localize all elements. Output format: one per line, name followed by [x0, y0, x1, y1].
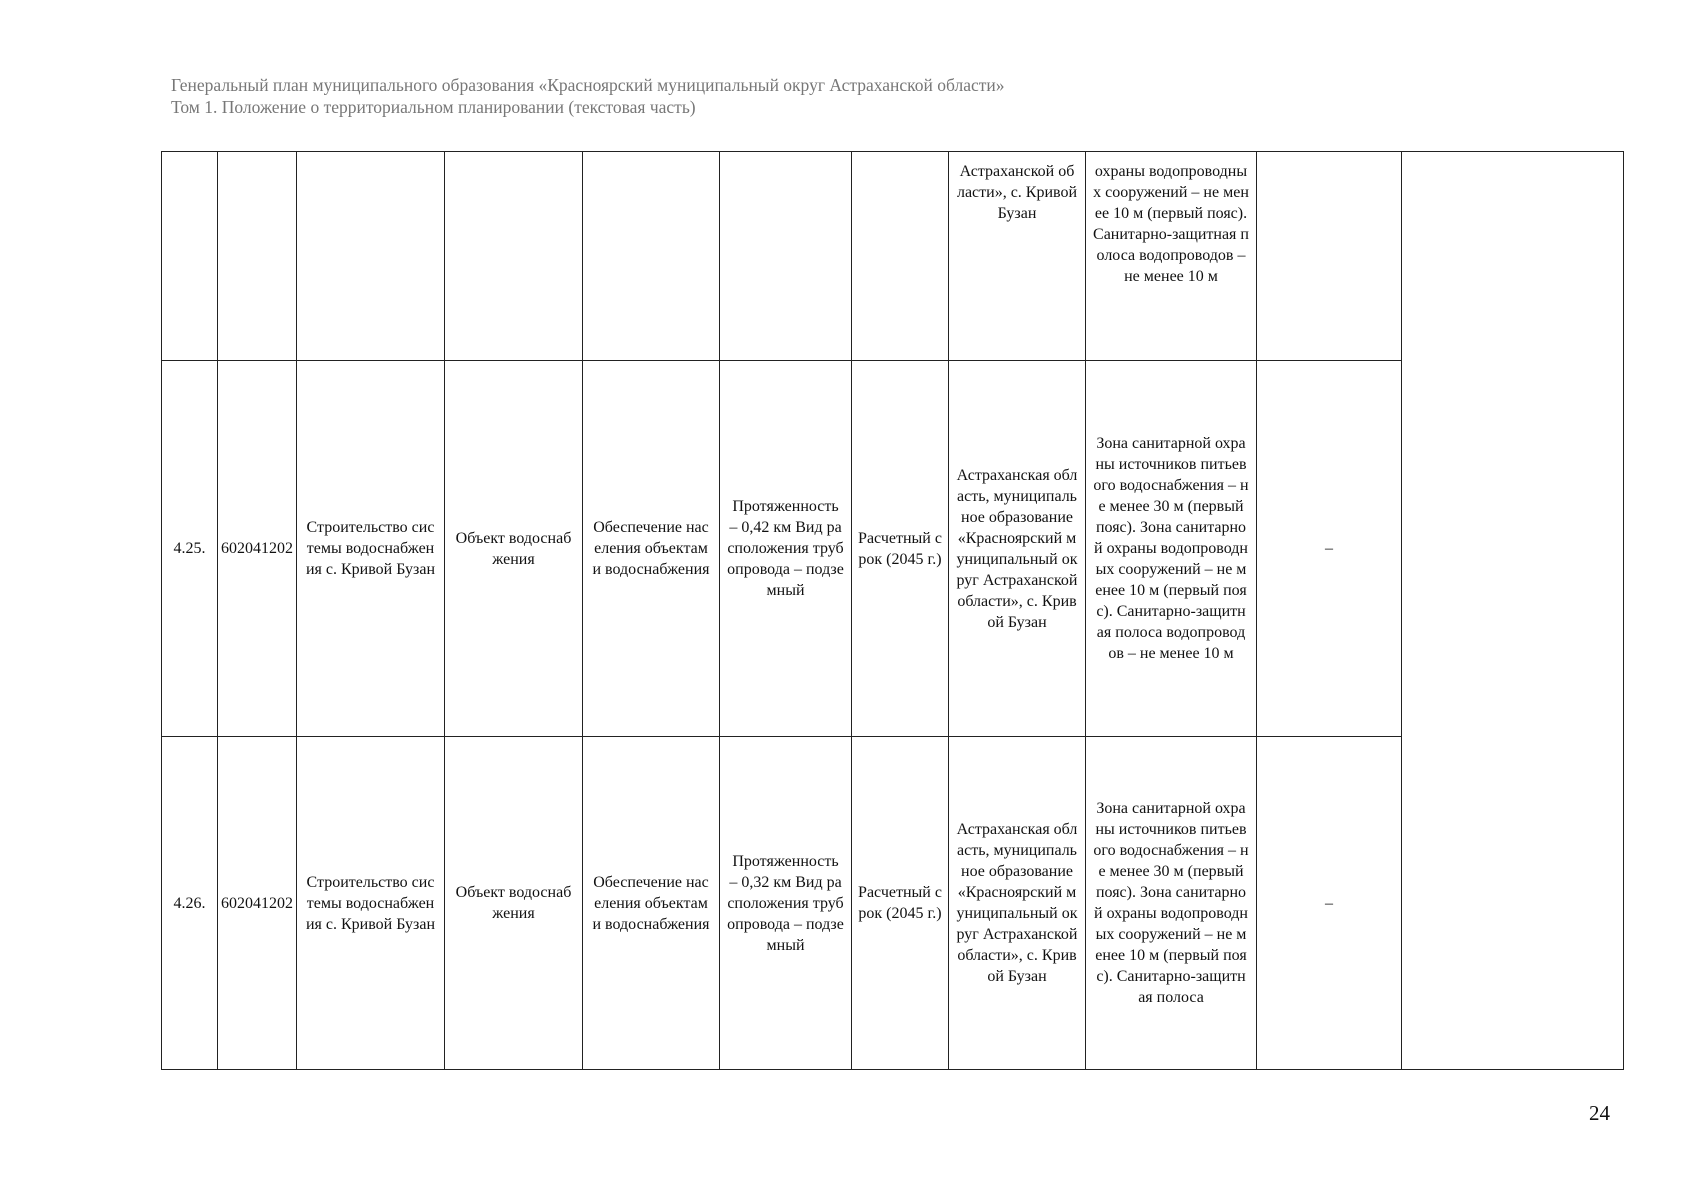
cell-location: Астраханской области», с. Кривой Бузан	[949, 152, 1086, 361]
cell-purpose: Обеспечение населения объектами водоснабжения	[583, 361, 720, 737]
cell-characteristics: Протяженность – 0,42 км Вид расположения трубопровода – подземный	[720, 361, 852, 737]
header-line-2: Том 1. Положение о территориальном планировании (текстовая часть)	[171, 97, 696, 117]
cell-type: Объект водоснабжения	[445, 361, 583, 737]
cell-num: 4.25.	[162, 361, 218, 737]
cell-note: –	[1257, 361, 1402, 737]
cell-term	[852, 152, 949, 361]
cell-name	[297, 152, 445, 361]
cell-num	[162, 152, 218, 361]
cell-zones: охраны водопроводных сооружений – не менее 10 м (первый пояс). Санитарно-защитная полоса водопроводов – не менее 10 м	[1086, 152, 1257, 361]
cell-note: –	[1257, 737, 1402, 1070]
cell-purpose	[583, 152, 720, 361]
cell-type: Объект водоснабжения	[445, 737, 583, 1070]
cell-note	[1257, 152, 1402, 361]
cell-characteristics: Протяженность – 0,32 км Вид расположения трубопровода – подземный	[720, 737, 852, 1070]
cell-characteristics	[720, 152, 852, 361]
cell-term: Расчетный срок (2045 г.)	[852, 737, 949, 1070]
cell-code: 602041202	[218, 737, 297, 1070]
cell-type	[445, 152, 583, 361]
header-line-1: Генеральный план муниципального образования «Красноярский муниципальный округ Астраханской области»	[171, 75, 1005, 95]
cell-num: 4.26.	[162, 737, 218, 1070]
table-row-continuation	[162, 152, 1624, 361]
cell-extra-column	[1402, 152, 1624, 1070]
cell-location: Астраханская область, муниципальное образование «Красноярский муниципальный округ Астраханской области», с. Кривой Бузан	[949, 361, 1086, 737]
planning-table	[161, 151, 1624, 1070]
cell-name: Строительство системы водоснабжения с. Кривой Бузан	[297, 361, 445, 737]
document-header	[171, 74, 1005, 118]
cell-code	[218, 152, 297, 361]
cell-zones: Зона санитарной охраны источников питьевого водоснабжения – не менее 30 м (первый пояс). Зона санитарной охраны водопроводных сооружений – не менее 10 м (первый пояс). Санитарно-защитная полоса	[1086, 737, 1257, 1070]
cell-zones: Зона санитарной охраны источников питьевого водоснабжения – не менее 30 м (первый пояс). Зона санитарной охраны водопроводных сооружений – не менее 10 м (первый пояс). Санитарно-защитная полоса водопроводов – не менее 10 м	[1086, 361, 1257, 737]
cell-code: 602041202	[218, 361, 297, 737]
cell-location: Астраханская область, муниципальное образование «Красноярский муниципальный округ Астраханской области», с. Кривой Бузан	[949, 737, 1086, 1070]
cell-name: Строительство системы водоснабжения с. Кривой Бузан	[297, 737, 445, 1070]
page-number: 24	[1589, 1101, 1610, 1125]
cell-purpose: Обеспечение населения объектами водоснабжения	[583, 737, 720, 1070]
cell-term: Расчетный срок (2045 г.)	[852, 361, 949, 737]
